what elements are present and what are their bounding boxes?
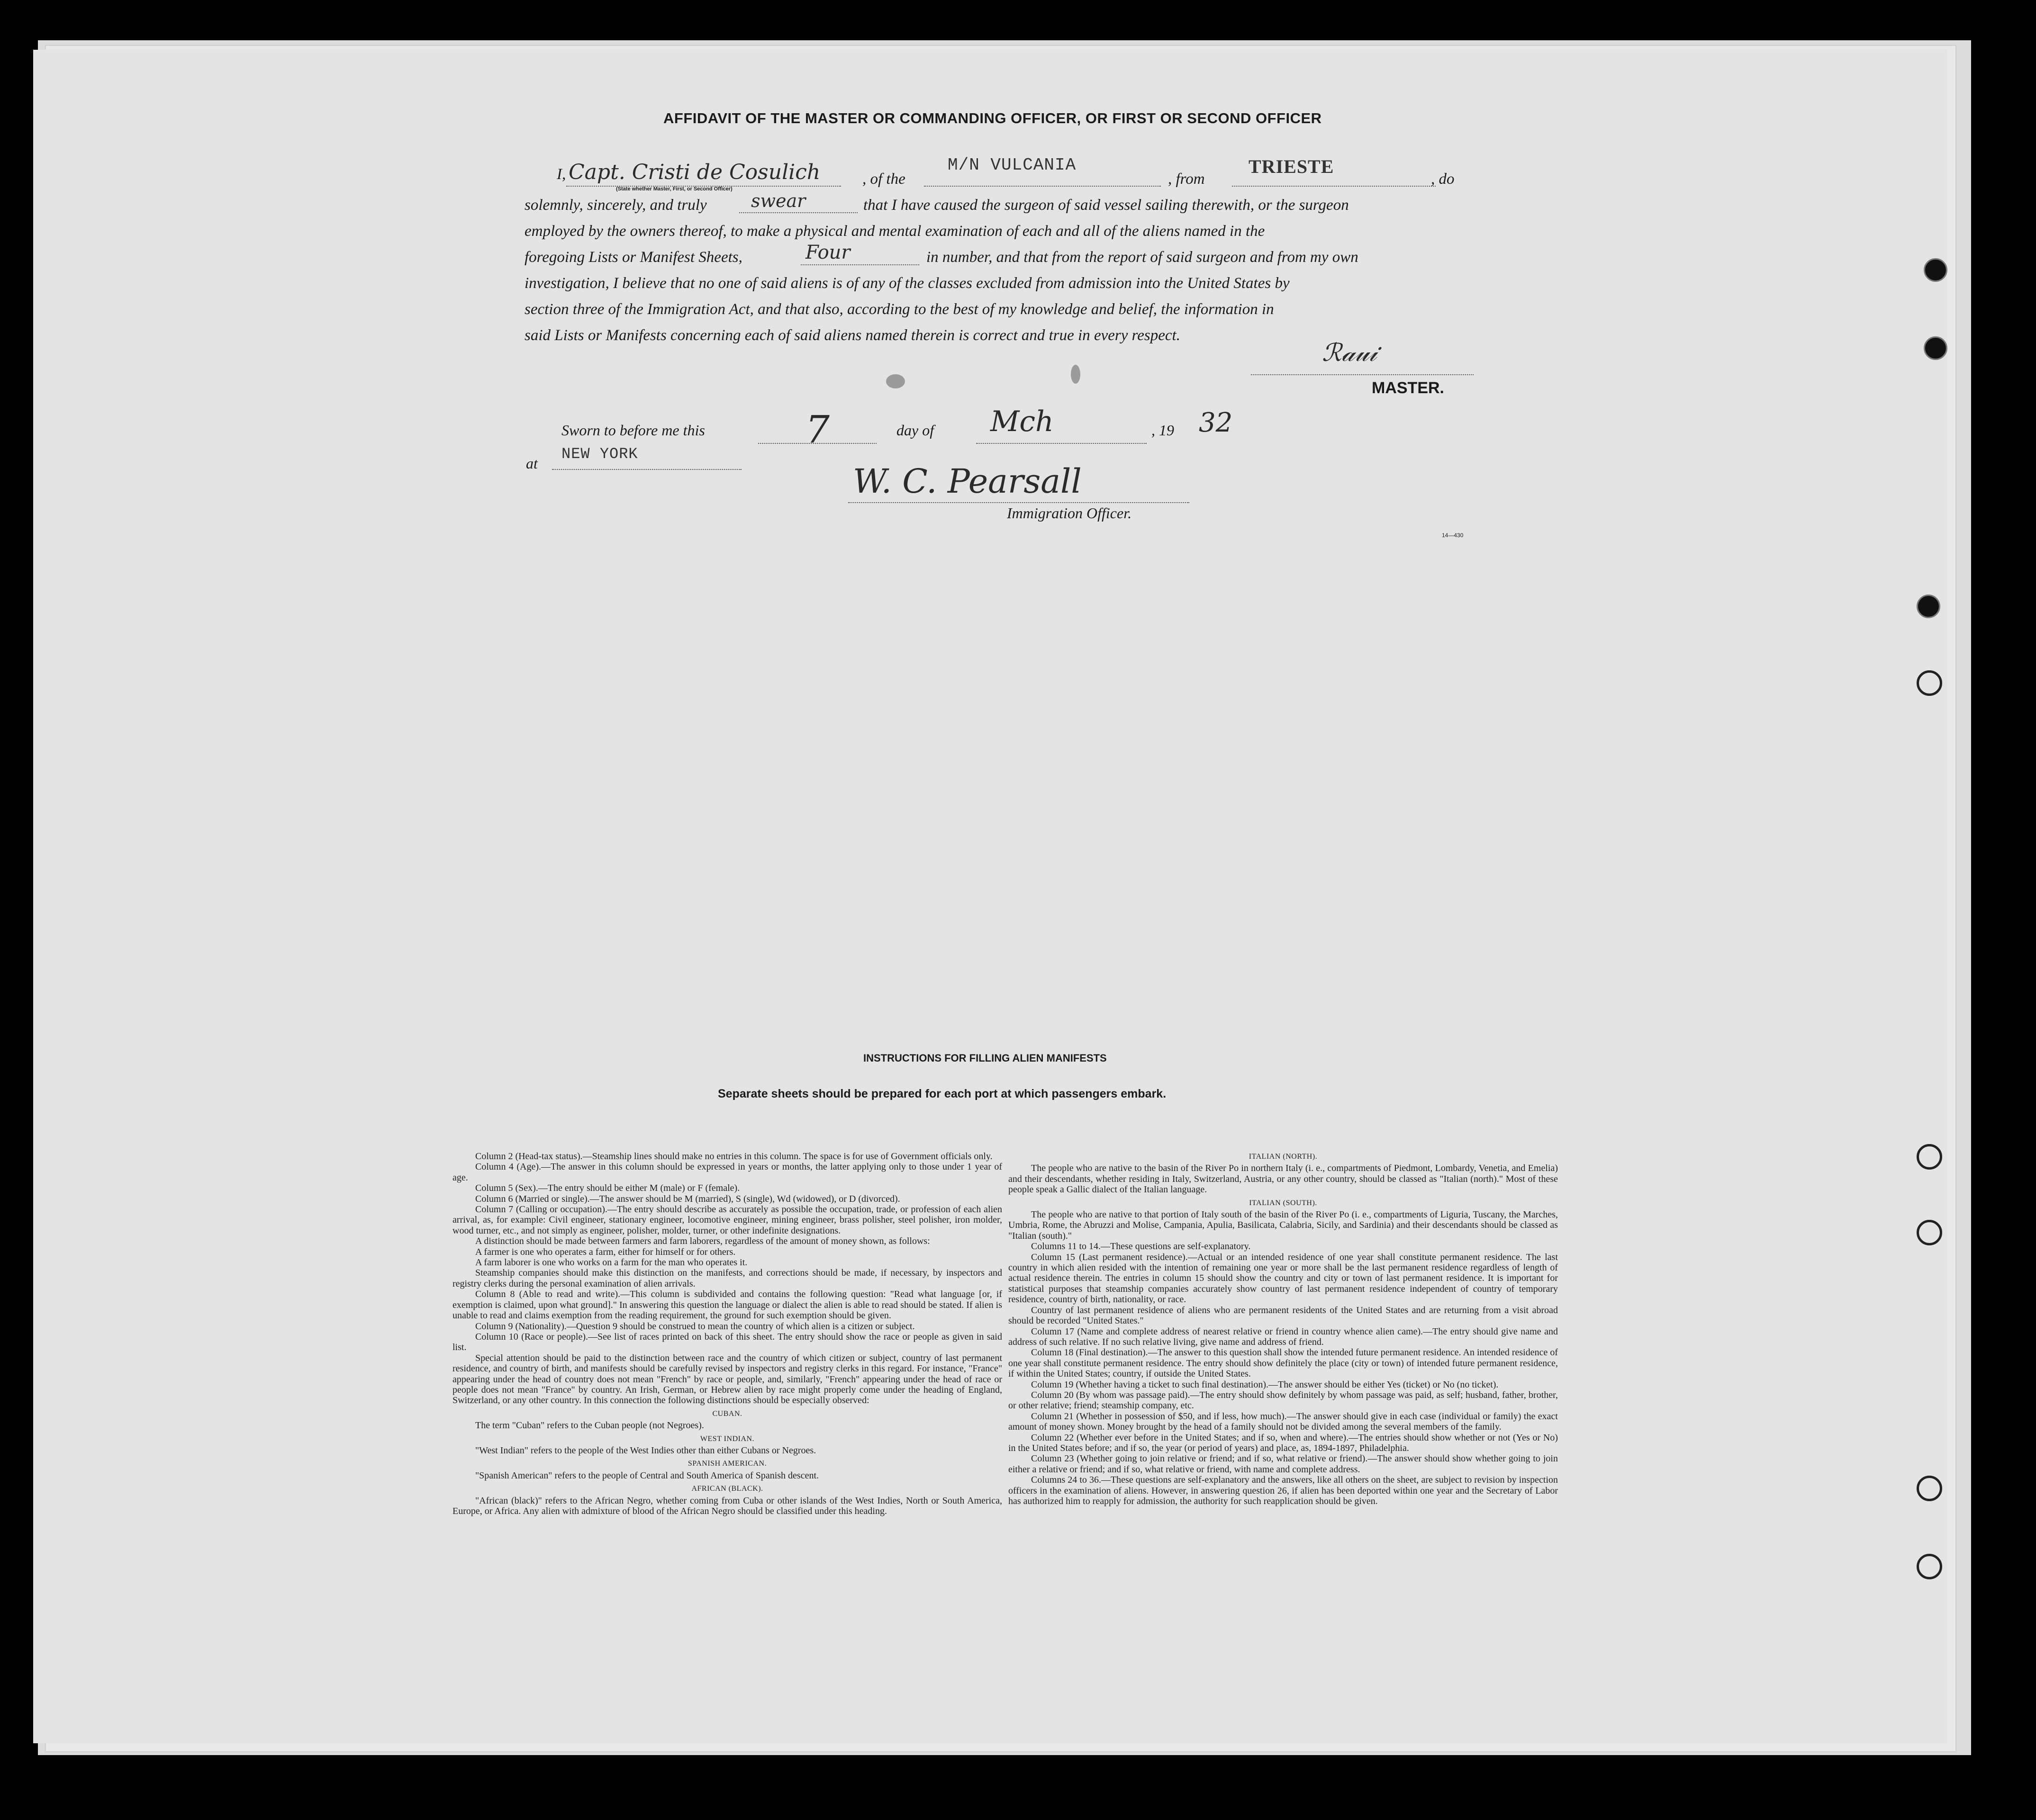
officer-note: (State whether Master, First, or Second Officer) xyxy=(616,186,733,192)
instructions-paragraph: Column 6 (Married or single).—The answer should be M (married), S (single), Wd (widowed), or D (divorced). xyxy=(475,1193,900,1204)
binder-hole xyxy=(1917,595,1940,618)
instructions-paragraph: Column 21 (Whether in possession of $50, and if less, how much).—The answer should give in each case (individual or family) the exact amount of money shown. Money brought by the head of a family should not be divided among the several members of the family. xyxy=(1008,1411,1558,1433)
instructions-heading: ITALIAN (SOUTH). xyxy=(1249,1198,1317,1207)
immigration-officer-signature: W. C. Pearsall xyxy=(853,462,1082,501)
sworn-day-handwritten: 7 xyxy=(805,407,830,451)
place-underline xyxy=(552,469,742,470)
affidavit-line-4-prefix: foregoing Lists or Manifest Sheets, xyxy=(525,249,742,266)
vessel-name-stamp: M/N VULCANIA xyxy=(948,155,1077,175)
affidavit-line-6: section three of the Immigration Act, and that also, according to the best of my knowledge and belief, the information in xyxy=(525,301,1274,318)
instructions-paragraph: Country of last permanent residence of aliens who are permanent residents of the United States and are returning from a visit abroad should be recorded "United States." xyxy=(1008,1305,1558,1326)
master-label: MASTER. xyxy=(1372,379,1444,397)
instructions-paragraph: Steamship companies should make this distinction on the manifests, and corrections should be made, if necessary, by inspectors and registry clerks during the personal examination of alien arrivals. xyxy=(452,1268,1002,1289)
binder-hole xyxy=(1917,1220,1942,1245)
affidavit-from: , from xyxy=(1168,171,1205,188)
ink-smudge xyxy=(886,374,905,388)
instructions-paragraph: Column 18 (Final destination).—The answer to this question shall show the intended future permanent residence. An intended residence of one year shall constitute permanent residence. The entry should show definitely the place (city or town) of intended future permanent residence, if within the United States; country, if outside the United States. xyxy=(1008,1347,1558,1379)
affidavit-line-4-rest: in number, and that from the report of said surgeon and from my own xyxy=(926,249,1358,266)
affidavit-title: AFFIDAVIT OF THE MASTER OR COMMANDING OFFICER, OR FIRST OR SECOND OFFICER xyxy=(663,110,1322,126)
binder-hole xyxy=(1924,258,1947,282)
sworn-month-handwritten: Mch xyxy=(990,405,1054,438)
instructions-heading: CUBAN. xyxy=(712,1409,742,1418)
instructions-paragraph: Column 23 (Whether going to join relative or friend; and if so, what relative or friend).—The answer should show whether going to join either a relative or friend; and if so, what relative or friend, with name and complete address. xyxy=(1008,1453,1558,1475)
place-stamp: NEW YORK xyxy=(561,445,638,463)
instructions-heading: SPANISH AMERICAN. xyxy=(688,1460,767,1468)
master-signature: ℛ𝒶𝓊𝒾 xyxy=(1322,339,1377,367)
port-underline xyxy=(1232,186,1436,187)
instructions-paragraph: Column 5 (Sex).—The entry should be either M (male) or F (female). xyxy=(475,1183,740,1194)
affidavit-line-7: said Lists or Manifests concerning each of said aliens named therein is correct and true in every respect. xyxy=(525,327,1180,344)
port-stamp: TRIESTE xyxy=(1249,156,1334,177)
instructions-paragraph: Column 4 (Age).—The answer in this column should be expressed in years or months, the latter applying only to those under 1 year of age. xyxy=(452,1162,1002,1183)
ink-smudge xyxy=(1071,365,1080,384)
instructions-paragraph: Column 2 (Head-tax status).—Steamship lines should make no entries in this column. The space is for use of Government officials only. xyxy=(475,1151,993,1162)
sworn-month-underline xyxy=(976,443,1147,444)
instructions-left-column xyxy=(452,1151,1002,1516)
instructions-paragraph: A farmer is one who operates a farm, either for himself or for others. xyxy=(475,1246,736,1257)
affidavit-line-2-prefix: solemnly, sincerely, and truly xyxy=(525,197,707,214)
immigration-officer-label: Immigration Officer. xyxy=(1007,505,1132,522)
instructions-paragraph: A farm laborer is one who works on a farm for the man who operates it. xyxy=(475,1257,748,1268)
instructions-paragraph: Column 8 (Able to read and write).—This column is subdivided and contains the following question: "Read what language [or, if exemption is claimed, upon what ground]." In answering this question the language or dialect the alien is able to read should be stated. If alien is unable to read and claims exemption from the reading requirement, the ground for such exemption should be given. xyxy=(452,1289,1002,1321)
binder-hole xyxy=(1917,1144,1942,1170)
instructions-right-column xyxy=(1008,1149,1558,1506)
instructions-paragraph: The term "Cuban" refers to the Cuban people (not Negroes). xyxy=(475,1420,704,1431)
instructions-paragraph: Column 7 (Calling or occupation).—The entry should describe as accurately as possible the occupation, trade, or profession of each alien arrival, as, for example: Civil engineer, stationary engineer, locomotive engineer, mining engineer, brass polisher, steel polisher, iron molder, wood turner, etc., and not simply as engineer, polisher, molder, turner, or other indefinite designations. xyxy=(452,1204,1002,1236)
sworn-day-underline xyxy=(758,443,877,444)
binder-hole xyxy=(1924,336,1947,360)
binder-hole xyxy=(1917,670,1942,696)
instructions-paragraph: Column 20 (By whom was passage paid).—The entry should show definitely by whom passage was paid, as self; husband, father, brother, or other relative; friend; steamship company, etc. xyxy=(1008,1389,1558,1411)
affidavit-line-5: investigation, I believe that no one of said aliens is of any of the classes excluded from admission into the United States by xyxy=(525,275,1290,292)
instructions-paragraph: The people who are native to that portion of Italy south of the basin of the River Po (i. e., compartments of Liguria, Tuscany, the Marches, Umbria, Rome, the Abruzzi and Molise, Campania, Apulia, Basilicata, Calabria, Sicily, and Sardinia) and their descendants should be classed as "Italian (south)." xyxy=(1008,1209,1558,1241)
binder-hole xyxy=(1917,1476,1942,1501)
instructions-paragraph: Column 19 (Whether having a ticket to such final destination).—The answer should be either Yes (ticket) or No (no ticket). xyxy=(1031,1379,1499,1390)
vessel-underline xyxy=(924,186,1161,187)
instructions-paragraph: A distinction should be made between farmers and farm laborers, regardless of the amount of money shown, as follows: xyxy=(475,1236,930,1247)
instructions-paragraph: "African (black)" refers to the African Negro, whether coming from Cuba or other islands of the West Indies, North or South America, Europe, or Africa. Any alien with admixture of blood of the African Negro should be classified under this heading. xyxy=(452,1495,1002,1516)
instructions-subtitle: Separate sheets should be prepared for each port at which passengers embark. xyxy=(718,1087,1167,1100)
instructions-title: INSTRUCTIONS FOR FILLING ALIEN MANIFESTS xyxy=(863,1052,1107,1064)
form-number: 14—430 xyxy=(1442,532,1464,539)
officer-signature-underline xyxy=(848,502,1189,503)
instructions-paragraph: "Spanish American" refers to the people of Central and South America of Spanish descent. xyxy=(475,1470,819,1481)
officer-name-handwritten: Capt. Cristi de Cosulich xyxy=(569,160,821,184)
sworn-prefix: Sworn to before me this xyxy=(561,422,705,439)
instructions-heading: ITALIAN (NORTH). xyxy=(1249,1153,1318,1161)
instructions-paragraph: The people who are native to the basin of the River Po in northern Italy (i. e., compartments of Piedmont, Lombardy, Venetia, and Emelia) and their descendants, whether residing in Italy, Switzerland, Austria, or any other country, should be classed as "Italian (north)." Most of these people speak a Gallic dialect of the Italian language. xyxy=(1008,1163,1558,1195)
instructions-paragraph: Special attention should be paid to the distinction between race and the country of which citizen or subject, country of last permanent residence, and country of birth, and manifests should be carefully revised by inspectors and registry clerks in this regard. For instance, "France" appearing under the head of country does not mean "French" by race or people, and, similarly, "French" appearing under the head of race or people does not mean "France" by country. An Irish, German, or Hebrew alien by race might properly come under the heading of England, Switzerland, or any other country. In this connection the following distinctions should be especially observed: xyxy=(452,1352,1002,1406)
instructions-paragraph: Column 10 (Race or people).—See list of races printed on back of this sheet. The entry should show the race or people as given in said list. xyxy=(452,1331,1002,1353)
instructions-paragraph: "West Indian" refers to the people of the West Indies other than either Cubans or Negroes. xyxy=(475,1445,816,1456)
instructions-paragraph: Column 15 (Last permanent residence).—Actual or an intended residence of one year shall constitute permanent residence. The last country in which alien resided with the intention of remaining one year or more shall be the last permanent residence regardless of length of actual residence therein. The entries in column 15 should show the country and city or town of last permanent residence. It is important for statistical purposes that steamship companies accurately show country of last permanent residence independent of country of temporary residence, country of birth, nationality, or race. xyxy=(1008,1252,1558,1305)
affidavit-do: , do xyxy=(1431,171,1455,188)
master-signature-underline xyxy=(1251,374,1474,375)
instructions-paragraph: Column 17 (Name and complete address of nearest relative or friend in country whence alien came).—The entry should give name and address of such relative. If no such relative living, give name and address of friend. xyxy=(1008,1326,1558,1347)
affidavit-line-1-prefix: I, xyxy=(557,166,566,183)
instructions-paragraph: Columns 11 to 14.—These questions are self-explanatory. xyxy=(1031,1241,1251,1252)
binder-hole xyxy=(1917,1554,1942,1579)
oath-word-handwritten: swear xyxy=(751,190,806,211)
instructions-paragraph: Column 9 (Nationality).—Question 9 should be construed to mean the country of which alien is a citizen or subject. xyxy=(475,1321,915,1332)
affidavit-of-the: , of the xyxy=(862,171,905,188)
affidavit-line-2-rest: that I have caused the surgeon of said vessel sailing therewith, or the surgeon xyxy=(863,197,1349,214)
sheet-count-underline xyxy=(801,264,919,265)
instructions-paragraph: Columns 24 to 36.—These questions are self-explanatory and the answers, like all others on the sheet, are subject to revision by inspection officers in the examination of aliens. However, in answering question 26, if alien has been deported within one year and the Secretary of Labor has authorized him to reapply for admission, the authority for such reapplication should be given. xyxy=(1008,1475,1558,1506)
oath-underline xyxy=(739,212,858,213)
instructions-heading: AFRICAN (BLACK). xyxy=(691,1485,763,1493)
at-label: at xyxy=(526,455,538,472)
instructions-heading: WEST INDIAN. xyxy=(700,1434,755,1443)
affidavit-line-3: employed by the owners thereof, to make a physical and mental examination of each and all of the aliens named in the xyxy=(525,223,1265,240)
year-suffix-handwritten: 32 xyxy=(1199,407,1233,438)
year-prefix: , 19 xyxy=(1151,422,1174,439)
instructions-paragraph: Column 22 (Whether ever before in the United States; and if so, when and where).—The entries should show whether or not (Yes or No) in the United States before; and if so, the year (or period of years) and place, as, 1894-1897, Philadelphia. xyxy=(1008,1432,1558,1453)
sheet-count-handwritten: Four xyxy=(805,242,851,263)
day-of-label: day of xyxy=(896,422,934,439)
